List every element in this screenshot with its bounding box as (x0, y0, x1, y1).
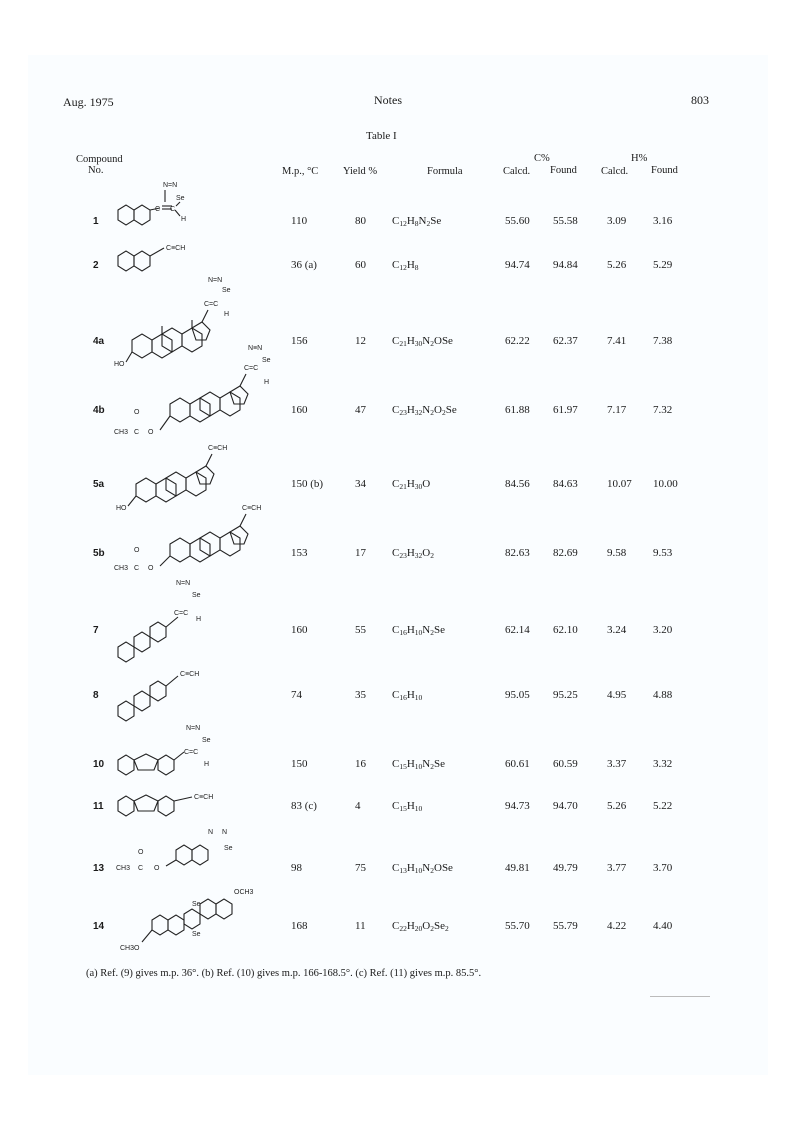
formula-count: 2 (430, 339, 434, 348)
compound-number: 4a (93, 336, 105, 347)
hydrogen-found: 5.22 (653, 800, 673, 812)
svg-text:C≡CH: C≡CH (242, 505, 262, 512)
formula-element: OSe (434, 335, 453, 347)
carbon-found: 95.25 (553, 689, 578, 701)
carbon-found: 94.84 (553, 259, 578, 271)
formula-element: C (392, 259, 400, 271)
carbon-calcd: 61.88 (505, 404, 530, 416)
carbon-calcd: 84.56 (505, 478, 530, 490)
formula-count: 32 (414, 408, 423, 417)
hydrogen-calcd: 10.07 (607, 478, 632, 490)
hydrogen-found: 4.88 (653, 689, 673, 701)
phenanthryl-selenadiazole-structure (112, 575, 242, 665)
compound-number: 5b (93, 548, 105, 559)
svg-text:N≡N: N≡N (248, 345, 263, 352)
svg-text:C≡CH: C≡CH (208, 445, 228, 452)
molecular-formula (392, 689, 422, 702)
table-footnote: (a) Ref. (9) gives m.p. 36°. (b) Ref. (10) gives m.p. 166-168.5°. (c) Ref. (11) gives m.p. 85.5°. (86, 968, 482, 979)
formula-count: 23 (399, 551, 407, 560)
formula-element: Se (434, 758, 445, 770)
naphthyl-selenadiazole-structure (108, 178, 218, 228)
hydrogen-found: 7.32 (653, 404, 673, 416)
col-h-calcd: Calcd. (601, 166, 629, 177)
hydrogen-calcd: 9.58 (607, 547, 627, 559)
formula-count: 2 (430, 924, 434, 933)
carbon-found: 55.79 (553, 920, 578, 932)
svg-text:HO: HO (114, 361, 125, 368)
formula-element: Se (434, 624, 445, 636)
svg-text:N=N: N=N (186, 725, 201, 732)
svg-text:H: H (204, 761, 210, 768)
formula-element: C (392, 404, 400, 416)
svg-text:C=C: C=C (174, 610, 189, 617)
hydrogen-found: 10.00 (653, 478, 678, 490)
formula-count: 2 (430, 551, 434, 560)
svg-text:C=C: C=C (204, 301, 219, 308)
formula-element: H (406, 547, 415, 559)
formula-count: 2 (430, 866, 434, 875)
hydrogen-found: 3.20 (653, 624, 673, 636)
col-c-group: C% (534, 153, 550, 164)
formula-count: 30 (414, 482, 423, 491)
formula-element: O (422, 478, 431, 490)
svg-text:Se: Se (202, 737, 211, 744)
molecular-formula (392, 624, 445, 637)
carbon-calcd: 82.63 (505, 547, 530, 559)
molecular-formula (392, 547, 434, 560)
svg-text:O: O (138, 849, 144, 856)
diselenin-dimethoxy-structure (112, 880, 292, 960)
carbon-calcd: 49.81 (505, 862, 530, 874)
col-formula: Formula (427, 166, 463, 177)
yield-value: 47 (355, 404, 366, 416)
svg-text:Se: Se (192, 592, 201, 599)
svg-text:CH3O: CH3O (120, 945, 140, 952)
scan-mark (650, 996, 710, 997)
melting-point: 160 (291, 624, 308, 636)
molecular-formula (392, 920, 449, 933)
formula-element: N (418, 215, 427, 227)
running-date: Aug. 1975 (63, 95, 114, 109)
formula-element: OSe (434, 862, 453, 874)
compound-number: 5a (93, 479, 105, 490)
col-mp: M.p., °C (282, 166, 319, 177)
svg-text:Se: Se (192, 901, 201, 908)
page-number: 803 (691, 93, 709, 107)
ethynylphenanthrene-structure (112, 662, 242, 722)
formula-element: C (392, 624, 400, 636)
molecular-formula (392, 800, 422, 813)
hydrogen-calcd: 3.77 (607, 862, 627, 874)
melting-point: 156 (291, 335, 308, 347)
formula-count: 12 (399, 219, 407, 228)
formula-element: C (392, 478, 400, 490)
hydrogen-calcd: 7.17 (607, 404, 627, 416)
yield-value: 4 (355, 800, 361, 812)
carbon-found: 49.79 (553, 862, 578, 874)
carbon-found: 55.58 (553, 215, 578, 227)
compound-number: 11 (93, 801, 104, 812)
formula-element: C (392, 215, 400, 227)
svg-text:C≡CH: C≡CH (194, 794, 214, 801)
yield-value: 80 (355, 215, 366, 227)
hydrogen-found: 3.16 (653, 215, 673, 227)
svg-text:N=N: N=N (176, 580, 191, 587)
steroid-ethynyl-acetate-structure (112, 500, 292, 580)
svg-text:C: C (170, 206, 176, 213)
formula-count: 16 (399, 693, 407, 702)
formula-element: N (422, 862, 431, 874)
molecular-formula (392, 862, 453, 875)
formula-element: O (434, 404, 442, 416)
melting-point: 150 (291, 758, 308, 770)
col-compound: Compound (76, 154, 123, 165)
hydrogen-calcd: 3.09 (607, 215, 627, 227)
formula-element: H (406, 862, 415, 874)
formula-element: C (392, 920, 400, 932)
yield-value: 60 (355, 259, 366, 271)
carbon-found: 84.63 (553, 478, 578, 490)
svg-text:N: N (208, 829, 214, 836)
svg-text:C: C (138, 865, 144, 872)
melting-point: 150 (b) (291, 478, 324, 490)
formula-count: 2 (430, 408, 434, 417)
yield-value: 16 (355, 758, 366, 770)
svg-text:CH3: CH3 (114, 565, 129, 572)
hydrogen-found: 3.70 (653, 862, 673, 874)
carbon-calcd: 62.22 (505, 335, 530, 347)
svg-text:C=C: C=C (244, 365, 259, 372)
fluorenyl-selenadiazole-structure (112, 720, 242, 780)
svg-text:CH3: CH3 (114, 429, 129, 436)
yield-value: 12 (355, 335, 366, 347)
svg-text:H: H (181, 216, 187, 223)
formula-count: 10 (414, 693, 423, 702)
yield-value: 55 (355, 624, 366, 636)
steroid-selenadiazole-acetate-structure (112, 342, 292, 442)
svg-text:C≡CH: C≡CH (180, 671, 200, 678)
carbon-calcd: 94.74 (505, 259, 530, 271)
svg-text:Se: Se (192, 931, 201, 938)
formula-count: 10 (414, 762, 423, 771)
melting-point: 153 (291, 547, 308, 559)
hydrogen-calcd: 4.95 (607, 689, 627, 701)
formula-count: 32 (414, 551, 423, 560)
yield-value: 35 (355, 689, 366, 701)
compound-number: 4b (93, 405, 105, 416)
hydrogen-calcd: 5.26 (607, 259, 627, 271)
formula-element: H (406, 800, 415, 812)
formula-element: H (406, 478, 415, 490)
svg-text:OCH3: OCH3 (234, 889, 254, 896)
formula-count: 2 (441, 408, 446, 417)
carbon-found: 62.37 (553, 335, 578, 347)
molecular-formula (392, 758, 445, 771)
carbon-found: 61.97 (553, 404, 578, 416)
col-c-found: Found (550, 165, 577, 176)
formula-count: 8 (414, 219, 419, 228)
formula-count: 10 (414, 804, 423, 813)
molecular-formula (392, 215, 441, 228)
compound-number: 8 (93, 690, 99, 701)
formula-element: N (422, 758, 431, 770)
svg-text:Se: Se (176, 195, 185, 202)
svg-text:Se: Se (224, 845, 233, 852)
svg-text:CH3: CH3 (116, 865, 131, 872)
formula-count: 12 (399, 263, 407, 272)
melting-point: 110 (291, 215, 308, 227)
formula-element: N (422, 624, 431, 636)
svg-text:C: C (134, 429, 140, 436)
svg-text:O: O (154, 865, 160, 872)
formula-count: 10 (414, 866, 423, 875)
formula-count: 8 (414, 263, 419, 272)
hydrogen-found: 5.29 (653, 259, 673, 271)
melting-point: 160 (291, 404, 308, 416)
melting-point: 168 (291, 920, 308, 932)
carbon-calcd: 60.61 (505, 758, 530, 770)
melting-point: 36 (a) (291, 259, 317, 271)
hydrogen-calcd: 5.26 (607, 800, 627, 812)
formula-count: 22 (399, 924, 407, 933)
hydrogen-calcd: 4.22 (607, 920, 627, 932)
formula-element: C (392, 547, 400, 559)
col-h-found: Found (651, 165, 678, 176)
svg-text:O: O (148, 565, 154, 572)
ethynylfluorene-structure (112, 785, 252, 825)
formula-element: Se (430, 215, 442, 227)
formula-count: 30 (414, 339, 423, 348)
svg-text:C: C (134, 565, 140, 572)
formula-element: Se (445, 404, 457, 416)
yield-value: 34 (355, 478, 366, 490)
formula-count: 23 (399, 408, 407, 417)
carbon-found: 60.59 (553, 758, 578, 770)
formula-element: H (406, 335, 415, 347)
svg-text:Se: Se (262, 357, 271, 364)
svg-text:O: O (134, 409, 140, 416)
svg-text:C≡CH: C≡CH (166, 245, 186, 252)
formula-count: 15 (399, 762, 407, 771)
formula-count: 2 (426, 219, 431, 228)
compound-number: 13 (93, 863, 105, 874)
formula-count: 21 (399, 339, 407, 348)
svg-text:O: O (134, 547, 140, 554)
compound-number: 7 (93, 625, 99, 636)
formula-count: 21 (399, 482, 407, 491)
formula-element: C (392, 689, 400, 701)
melting-point: 74 (291, 689, 302, 701)
formula-count: 15 (399, 804, 407, 813)
svg-text:H: H (196, 616, 202, 623)
carbon-calcd: 95.05 (505, 689, 530, 701)
melting-point: 98 (291, 862, 302, 874)
hydrogen-calcd: 3.24 (607, 624, 627, 636)
compound-number: 14 (93, 921, 105, 932)
yield-value: 11 (355, 920, 366, 932)
formula-element: H (406, 215, 415, 227)
formula-element: H (406, 624, 415, 636)
formula-element: N (422, 404, 431, 416)
melting-point: 83 (c) (291, 800, 317, 812)
formula-count: 10 (414, 628, 423, 637)
formula-count: 16 (399, 628, 407, 637)
formula-element: H (406, 259, 415, 271)
formula-count: 20 (414, 924, 423, 933)
col-compound-no: No. (88, 165, 104, 176)
hydrogen-found: 9.53 (653, 547, 673, 559)
carbon-found: 82.69 (553, 547, 578, 559)
compound-number: 10 (93, 759, 105, 770)
yield-value: 17 (355, 547, 366, 559)
col-h-group: H% (631, 153, 648, 164)
svg-text:N=N: N=N (163, 182, 178, 189)
formula-element: C (392, 862, 400, 874)
table-title: Table I (366, 130, 397, 142)
formula-element: H (406, 689, 415, 701)
formula-element: O (422, 547, 431, 559)
hydrogen-found: 4.40 (653, 920, 673, 932)
formula-count: 2 (445, 924, 449, 933)
yield-value: 75 (355, 862, 366, 874)
svg-text:N: N (222, 829, 228, 836)
molecular-formula (392, 259, 419, 272)
formula-element: H (406, 758, 415, 770)
svg-text:HO: HO (116, 505, 127, 512)
carbon-calcd: 55.70 (505, 920, 530, 932)
svg-text:C=C: C=C (184, 749, 199, 756)
hydrogen-calcd: 3.37 (607, 758, 627, 770)
formula-count: 2 (430, 628, 434, 637)
molecular-formula (392, 478, 430, 491)
svg-text:Se: Se (222, 287, 231, 294)
svg-text:H: H (224, 311, 230, 318)
formula-count: 2 (430, 762, 434, 771)
hydrogen-found: 7.38 (653, 335, 673, 347)
tetrahydronaphtho-selenadiazole-acetate-structure (112, 822, 262, 882)
svg-text:O: O (148, 429, 154, 436)
formula-count: 13 (399, 866, 407, 875)
formula-element: C (392, 758, 400, 770)
compound-number: 1 (93, 216, 99, 227)
hydrogen-found: 3.32 (653, 758, 673, 770)
formula-element: H (406, 920, 415, 932)
formula-element: Se (434, 920, 445, 932)
col-c-calcd: Calcd. (503, 166, 531, 177)
formula-element: C (392, 335, 400, 347)
running-section: Notes (374, 93, 402, 107)
svg-text:N=N: N=N (208, 277, 223, 284)
formula-element: H (406, 404, 415, 416)
col-yield: Yield % (343, 166, 378, 177)
carbon-found: 94.70 (553, 800, 578, 812)
compound-number: 2 (93, 260, 99, 271)
carbon-found: 62.10 (553, 624, 578, 636)
hydrogen-calcd: 7.41 (607, 335, 627, 347)
formula-element: N (422, 335, 431, 347)
svg-text:C: C (155, 206, 161, 213)
molecular-formula (392, 335, 453, 348)
carbon-calcd: 94.73 (505, 800, 530, 812)
formula-element: O (422, 920, 431, 932)
svg-text:H: H (264, 379, 270, 386)
molecular-formula (392, 404, 457, 417)
carbon-calcd: 62.14 (505, 624, 530, 636)
formula-element: C (392, 800, 400, 812)
carbon-calcd: 55.60 (505, 215, 530, 227)
